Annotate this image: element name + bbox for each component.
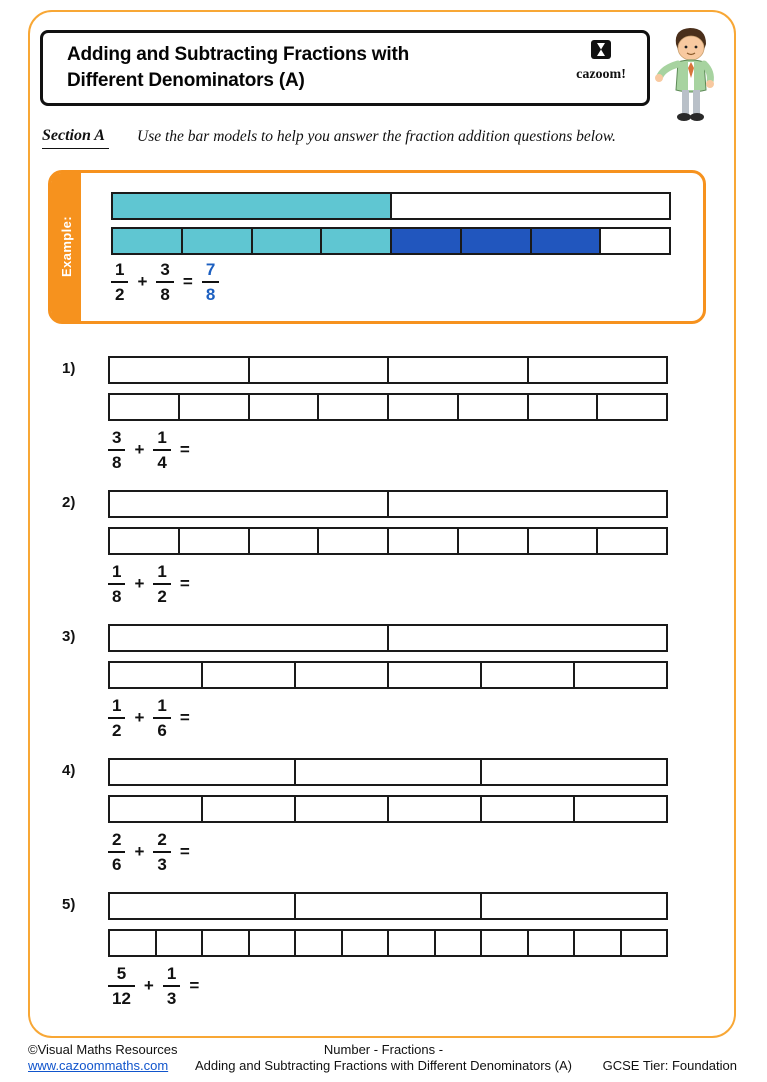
equals-sign: =: [189, 975, 200, 995]
example-top-bar: [111, 192, 671, 220]
bar-cell: [250, 358, 390, 382]
example-equation: [111, 261, 219, 303]
fraction: [108, 429, 125, 471]
footer-center: [164, 1042, 604, 1075]
bar-cell: [319, 395, 389, 419]
worksheet-title: [67, 42, 409, 93]
question-equation: [108, 831, 190, 873]
bar-cell: [296, 760, 482, 784]
fraction-denominator: 2: [111, 281, 128, 303]
header: [40, 30, 650, 106]
equals-sign: =: [182, 271, 193, 291]
title-line-1: Adding and Subtracting Fractions with: [67, 44, 409, 65]
bar-cell: [389, 797, 482, 821]
bar-cell: [482, 760, 666, 784]
question-5: [0, 892, 767, 1026]
fraction: [153, 831, 170, 873]
bar-cell: [389, 395, 459, 419]
bar-cell: [110, 395, 180, 419]
example-tab: [51, 173, 81, 321]
equals-sign: =: [179, 439, 190, 459]
bar-cell: [529, 931, 576, 955]
fraction-denominator: 3: [163, 985, 180, 1007]
bar-cell: [482, 797, 575, 821]
fraction: [153, 697, 170, 739]
fraction-denominator: 4: [153, 449, 170, 471]
fraction-numerator: 7: [205, 260, 216, 279]
tier-label: GCSE Tier: Foundation: [602, 1058, 737, 1073]
fraction-denominator: 8: [108, 583, 125, 605]
title-line-2: Different Denominators (A): [67, 69, 305, 91]
plus-sign: +: [134, 707, 145, 727]
question-bottom-bar: [108, 527, 668, 555]
fraction-numerator: 1: [157, 696, 167, 715]
bar-cell: [389, 358, 529, 382]
bar-cell: [343, 931, 390, 955]
question-number: 5): [62, 896, 76, 913]
fraction-denominator: 6: [108, 851, 125, 873]
fraction-numerator: 1: [112, 562, 122, 581]
question-number: 2): [62, 494, 76, 511]
example-bottom-bar: [111, 227, 671, 255]
fraction-denominator: 3: [153, 851, 170, 873]
bar-cell: [113, 194, 392, 218]
cazoom-logo: [565, 40, 637, 83]
example-label: Example:: [58, 216, 74, 278]
topic-line-2: Adding and Subtracting Fractions with Different Denominators (A): [195, 1058, 572, 1074]
question-number: 1): [62, 360, 76, 377]
fraction-denominator: 2: [153, 583, 170, 605]
question-2: [0, 490, 767, 624]
question-4: [0, 758, 767, 892]
fraction-denominator: 8: [156, 281, 173, 303]
plus-sign: +: [137, 271, 148, 291]
bar-cell: [598, 529, 666, 553]
fraction-numerator: 2: [157, 830, 167, 849]
bar-cell: [183, 229, 253, 253]
bar-cell: [482, 894, 666, 918]
bar-cell: [250, 395, 320, 419]
bar-cell: [110, 626, 389, 650]
question-equation: [108, 965, 199, 1007]
bar-cell: [110, 797, 203, 821]
bar-cell: [389, 529, 459, 553]
fraction: [202, 261, 219, 303]
fraction: [153, 429, 170, 471]
bar-cell: [110, 894, 296, 918]
bar-cell: [296, 894, 482, 918]
equals-sign: =: [179, 841, 190, 861]
bar-cell: [110, 358, 250, 382]
fraction: [108, 831, 125, 873]
bar-cell: [598, 395, 666, 419]
bar-cell: [253, 229, 323, 253]
bar-cell: [601, 229, 669, 253]
cartoon-character-icon: [648, 24, 728, 126]
question-number: 3): [62, 628, 76, 645]
plus-sign: +: [143, 975, 154, 995]
bar-cell: [436, 931, 483, 955]
bar-cell: [389, 663, 482, 687]
question-top-bar: [108, 892, 668, 920]
copyright-text: ©Visual Maths Resources: [28, 1042, 178, 1057]
bar-cell: [110, 663, 203, 687]
cazoom-logo-text: cazoom!: [576, 67, 626, 82]
question-top-bar: [108, 490, 668, 518]
equals-sign: =: [179, 707, 190, 727]
bar-cell: [203, 797, 296, 821]
fraction: [153, 563, 170, 605]
bar-cell: [113, 229, 183, 253]
question-bottom-bar: [108, 661, 668, 689]
bar-cell: [110, 529, 180, 553]
fraction-numerator: 5: [116, 964, 127, 983]
fraction-numerator: 2: [112, 830, 122, 849]
bar-cell: [110, 492, 389, 516]
section-instruction: Use the bar models to help you answer the fraction addition questions below.: [137, 128, 616, 145]
bar-cell: [389, 626, 666, 650]
bar-cell: [110, 931, 157, 955]
question-top-bar: [108, 624, 668, 652]
section-label: Section A: [42, 127, 109, 149]
example-box: [48, 170, 706, 324]
fraction-denominator: 8: [202, 281, 219, 303]
fraction-denominator: 2: [108, 717, 125, 739]
question-top-bar: [108, 758, 668, 786]
fraction: [108, 563, 125, 605]
fraction-numerator: 1: [112, 696, 122, 715]
question-top-bar: [108, 356, 668, 384]
bar-cell: [110, 760, 296, 784]
fraction: [156, 261, 173, 303]
fraction-numerator: 1: [157, 562, 167, 581]
fraction-numerator: 1: [166, 964, 177, 983]
bar-cell: [529, 529, 599, 553]
question-1: [0, 356, 767, 490]
fraction-numerator: 1: [115, 260, 125, 279]
bar-cell: [622, 931, 667, 955]
plus-sign: +: [134, 439, 145, 459]
fraction: [163, 965, 180, 1007]
bar-cell: [389, 931, 436, 955]
bar-cell: [389, 492, 666, 516]
fraction-numerator: 3: [160, 260, 170, 279]
bar-cell: [459, 529, 529, 553]
bar-cell: [575, 663, 666, 687]
question-bottom-bar: [108, 393, 668, 421]
cazoom-logo-icon: [588, 40, 614, 61]
bar-cell: [529, 358, 667, 382]
bar-cell: [529, 395, 599, 419]
fraction: [108, 697, 125, 739]
fraction-numerator: 3: [112, 428, 122, 447]
bar-cell: [392, 194, 669, 218]
bar-cell: [575, 797, 666, 821]
bar-cell: [392, 229, 462, 253]
bar-cell: [180, 529, 250, 553]
bar-cell: [459, 395, 529, 419]
question-equation: [108, 429, 190, 471]
bar-cell: [322, 229, 392, 253]
cazoommaths-link[interactable]: www.cazoommaths.com: [28, 1058, 169, 1074]
question-equation: [108, 697, 190, 739]
equals-sign: =: [179, 573, 190, 593]
bar-cell: [250, 529, 320, 553]
question-bottom-bar: [108, 795, 668, 823]
fraction-denominator: 8: [108, 449, 125, 471]
plus-sign: +: [134, 841, 145, 861]
bar-cell: [482, 663, 575, 687]
bar-cell: [296, 931, 343, 955]
bar-cell: [296, 663, 389, 687]
bar-cell: [203, 663, 296, 687]
bar-cell: [482, 931, 529, 955]
fraction-denominator: 6: [153, 717, 170, 739]
bar-cell: [462, 229, 532, 253]
question-3: [0, 624, 767, 758]
bar-cell: [203, 931, 250, 955]
bar-cell: [250, 931, 297, 955]
fraction: [111, 261, 128, 303]
bar-cell: [532, 229, 602, 253]
footer-left: [28, 1042, 178, 1075]
plus-sign: +: [134, 573, 145, 593]
fraction: [108, 965, 135, 1007]
question-bottom-bar: [108, 929, 668, 957]
fraction-numerator: 1: [157, 428, 167, 447]
bar-cell: [157, 931, 204, 955]
topic-line-1: Number - Fractions -: [323, 1042, 444, 1057]
bar-cell: [296, 797, 389, 821]
bar-cell: [319, 529, 389, 553]
bar-cell: [575, 931, 622, 955]
fraction-denominator: 12: [108, 985, 135, 1007]
question-equation: [108, 563, 190, 605]
bar-cell: [180, 395, 250, 419]
question-number: 4): [62, 762, 76, 779]
